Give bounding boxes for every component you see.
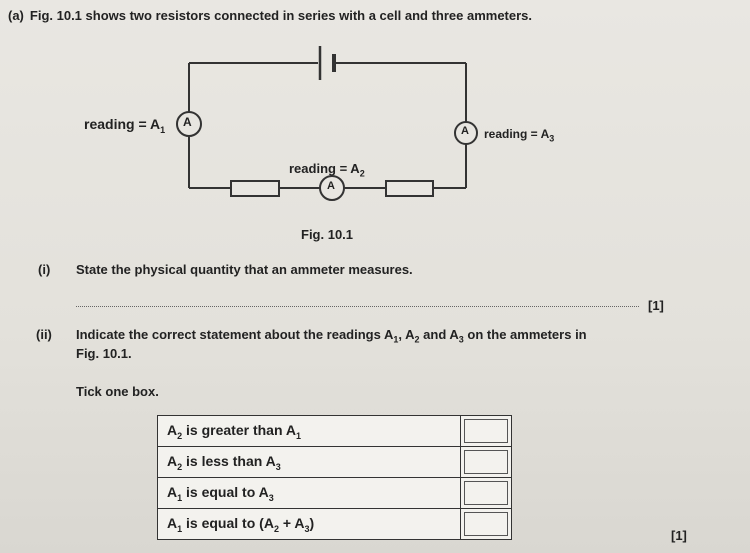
reading-a1-label: reading = $A_1$ — [84, 116, 166, 135]
option-row-1 — [158, 416, 512, 447]
question-ii-line2: Fig. 10.1. — [76, 346, 132, 361]
intro-sentence: Fig. 10.1 shows two resistors connected in series with a cell and three ammeters. — [29, 8, 533, 23]
option-row-2 — [158, 447, 512, 478]
question-ii-marks: [1] — [671, 528, 687, 543]
option-2-tick-box[interactable] — [461, 447, 512, 478]
question-i-number: (i) — [38, 262, 51, 277]
answer-line[interactable] — [76, 306, 639, 307]
option-1-tick-box[interactable] — [461, 416, 512, 447]
ammeter-3-symbol: A — [461, 125, 469, 137]
reading-a3-label: reading = $A_3$ — [484, 127, 555, 144]
option-3-tick-box[interactable] — [461, 478, 512, 509]
option-4-text: $A_1$ is equal to $(A_2 + A_3)$ — [158, 509, 461, 540]
tick-instruction: Tick one box. — [76, 384, 159, 399]
option-4-tick-box[interactable] — [461, 509, 512, 540]
figure-caption: Fig. 10.1 — [301, 227, 354, 242]
ammeter-1-symbol: A — [183, 115, 192, 129]
options-table — [157, 415, 512, 540]
question-i-marks: [1] — [648, 298, 664, 313]
question-i-text: State the physical quantity that an ammeter measures. — [76, 262, 413, 277]
option-row-4 — [158, 509, 512, 540]
option-3-text: $A_1$ is equal to $A_3$ — [158, 478, 461, 509]
part-label: (a) — [8, 8, 24, 23]
option-row-3 — [158, 478, 512, 509]
option-1-text: $A_2$ is greater than $A_1$ — [158, 416, 461, 447]
resistor-1 — [231, 181, 279, 196]
question-ii-line1: Indicate the correct statement about the readings $A_1$, $A_2$ and $A_3$ on the ammeters in — [76, 327, 587, 345]
reading-a2-label: reading = $A_2$ — [289, 161, 365, 179]
question-ii-number: (ii) — [36, 327, 52, 342]
resistor-2 — [386, 181, 433, 196]
option-2-text: $A_2$ is less than $A_3$ — [158, 447, 461, 478]
ammeter-2-symbol: A — [327, 180, 335, 192]
